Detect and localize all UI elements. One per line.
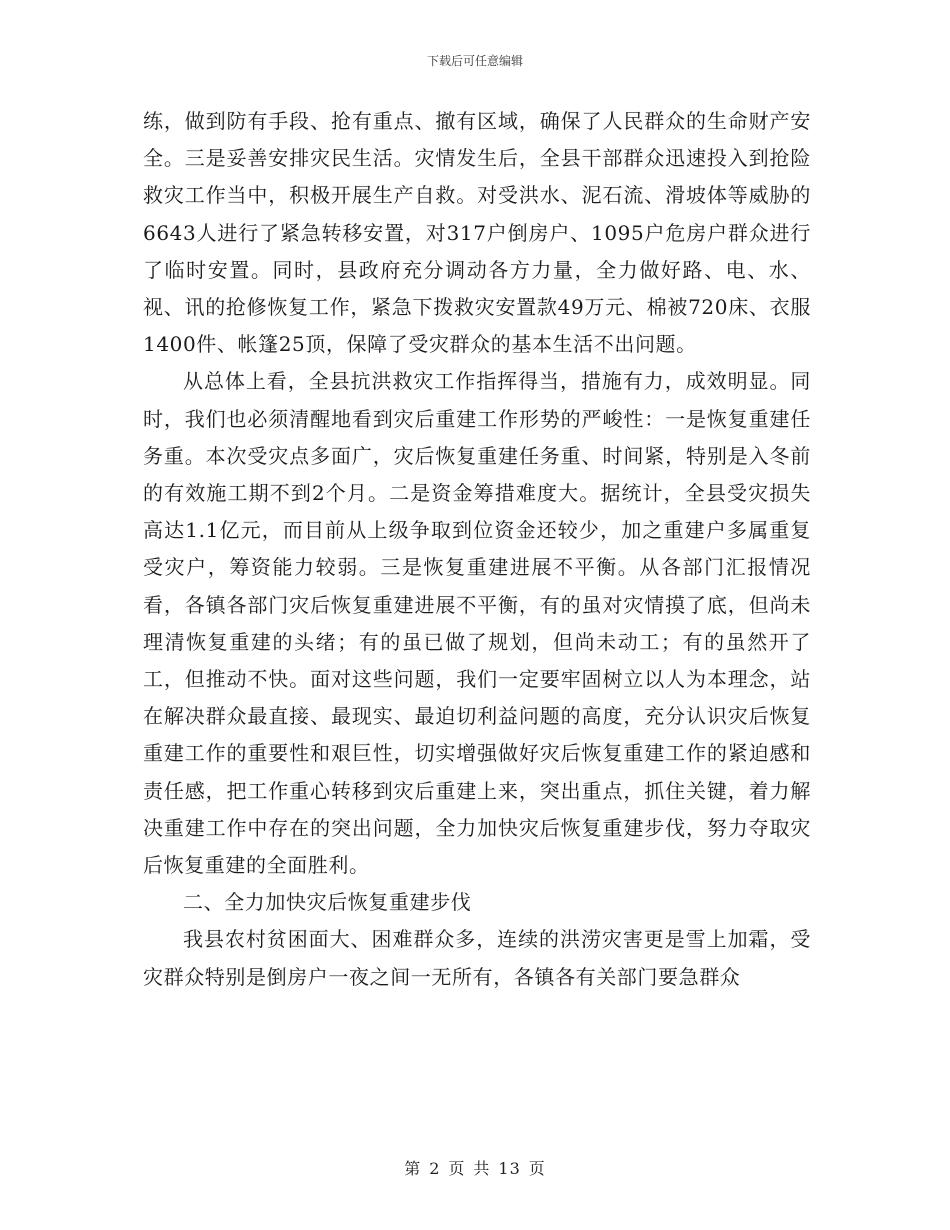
footer-suffix: 页 [528,1159,546,1178]
paragraph-summary: 从总体上看，全县抗洪救灾工作指挥得当，措施有力，成效明显。同时，我们也必须清醒地看到灾后重建工作形势的严峻性：一是恢复重建任务重。本次受灾点多面广，灾后恢复重建任务重、时间紧，特别是入冬前的有效施工期不到2个月。二是资金筹措难度大。据统计，全县受灾损失高达1.1亿元，而目前从上级争取到位资金还较少，加之重建户多属重复受灾户，筹资能力较弱。三是恢复重建进展不平衡。从各部门汇报情况看，各镇各部门灾后恢复重建进展不平衡，有的虽对灾情摸了底，但尚未理清恢复重建的头绪；有的虽已做了规划，但尚未动工；有的虽然开了工，但推动不快。面对这些问题，我们一定要牢固树立以人为本理念，站在解决群众最直接、最现实、最迫切利益问题的高度，充分认识灾后恢复重建工作的重要性和艰巨性，切实增强做好灾后恢复重建工作的紧迫感和责任感，把工作重心转移到灾后重建上来，突出重点，抓住关键，着力解决重建工作中存在的突出问题，全力加快灾后恢复重建步伐，努力夺取灾后恢复重建的全面胜利。 [143,369,811,878]
page-footer [0,1156,950,1179]
paragraph-continued: 练，做到防有手段、抢有重点、撤有区域，确保了人民群众的生命财产安全。三是妥善安排灾民生活。灾情发生后，全县干部群众迅速投入到抢险救灾工作当中，积极开展生产自救。对受洪水、泥石流、滑坡体等威胁的6643人进行了紧急转移安置，对317户倒房户、1095户危房户群众进行了临时安置。同时，县政府充分调动各方力量，全力做好路、电、水、视、讯的抢修恢复工作，紧急下拨救灾安置款49万元、棉被720床、衣服1400件、帐篷25顶，保障了受灾群众的基本生活不出问题。 [143,109,811,357]
paragraph-section-body: 我县农村贫困面大、困难群众多，连续的洪涝灾害更是雪上加霜，受灾群众特别是倒房户一夜之间一无所有，各镇各有关部门要急群众 [143,927,811,989]
document-body [143,103,811,996]
header-note: 下载后可任意编辑 [426,54,523,68]
footer-total-label: 共 [473,1159,491,1178]
total-page-count: 13 [498,1159,521,1178]
footer-page-label: 页 [448,1159,466,1178]
footer-prefix: 第 [404,1159,422,1178]
current-page-number: 2 [429,1159,441,1178]
section-heading: 二、全力加快灾后恢复重建步伐 [183,890,472,915]
